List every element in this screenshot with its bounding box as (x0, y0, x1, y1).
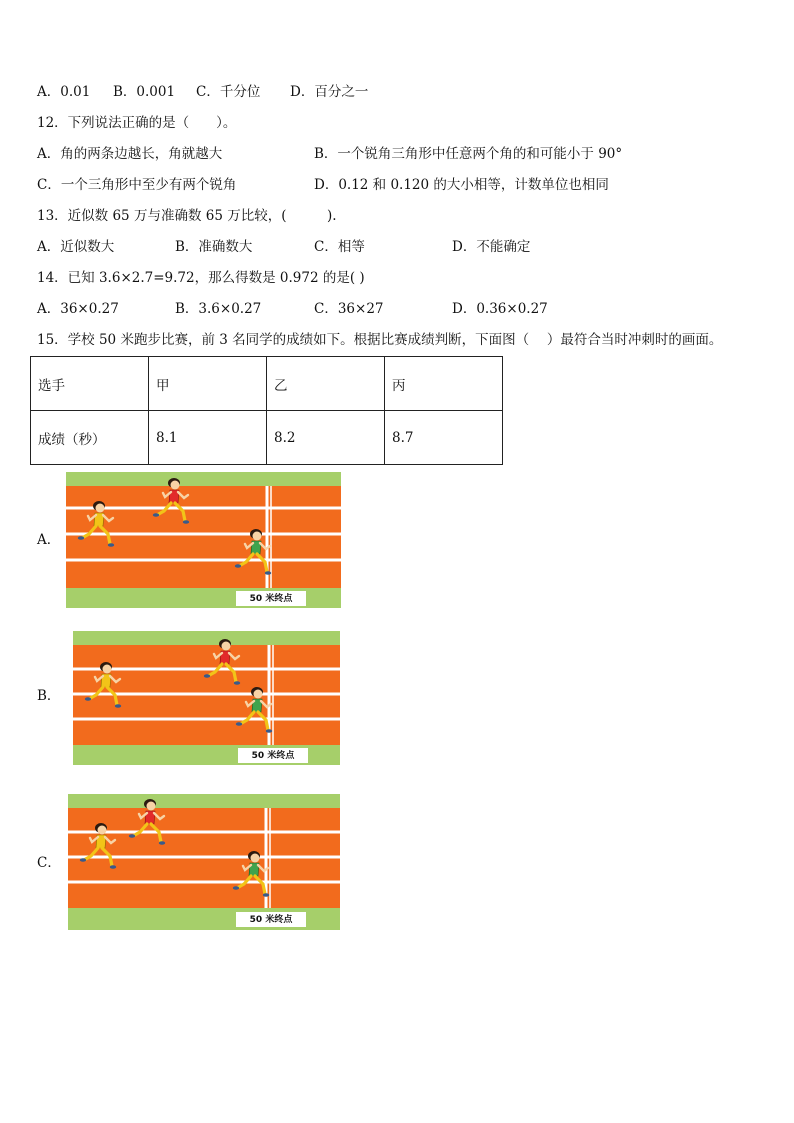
race-picture-a (66, 472, 341, 608)
q11-option-a: A．0.01 (37, 84, 91, 100)
table-header-cell: 丙 (385, 357, 503, 411)
table-cell: 成绩（秒） (31, 411, 149, 465)
picture-option-c-label: C． (37, 855, 61, 871)
q12-option-d: D．0.12 和 0.120 的大小相等，计数单位也相同 (314, 177, 609, 193)
q13-option-c: C．相等 (314, 239, 365, 255)
q14-stem: 14．已知 3.6×2.7=9.72，那么得数是 0.972 的是( ) (37, 270, 365, 286)
table-row (31, 411, 503, 465)
picture-option-a-label: A． (37, 532, 61, 548)
table-header-cell: 乙 (267, 357, 385, 411)
table-row (31, 357, 503, 411)
q13-option-b: B．准确数大 (175, 239, 253, 255)
race-picture-b (73, 631, 340, 765)
race-picture-c (68, 794, 340, 930)
q11-option-b: B．0.001 (113, 84, 176, 100)
table-cell: 8.7 (385, 411, 503, 465)
q13-stem: 13．近似数 65 万与准确数 65 万比较，( ). (37, 208, 337, 224)
q13-option-d: D．不能确定 (452, 239, 531, 255)
q12-option-b: B．一个锐角三角形中任意两个角的和可能小于 90° (314, 146, 623, 162)
q15-stem: 15．学校 50 米跑步比赛，前 3 名同学的成绩如下。根据比赛成绩判断，下面图（ ）最符合当时冲刺时的画面。 (37, 332, 723, 348)
finish-label: 50 米终点 (249, 915, 293, 925)
table-cell: 8.2 (267, 411, 385, 465)
q11-option-c: C．千分位 (196, 84, 261, 100)
q14-option-c: C．36×27 (314, 301, 384, 317)
q13-option-a: A．近似数大 (37, 239, 115, 255)
q11-option-d: D．百分之一 (290, 84, 369, 100)
q12-option-c: C．一个三角形中至少有两个锐角 (37, 177, 237, 193)
q12-stem: 12．下列说法正确的是（ ）。 (37, 115, 237, 131)
q14-option-a: A．36×0.27 (37, 301, 119, 317)
table-header-cell: 选手 (31, 357, 149, 411)
picture-option-b-label: B． (37, 688, 61, 704)
finish-label: 50 米终点 (249, 594, 293, 604)
q14-option-b: B．3.6×0.27 (175, 301, 262, 317)
q14-option-d: D．0.36×0.27 (452, 301, 548, 317)
finish-label: 50 米终点 (251, 751, 295, 761)
table-cell: 8.1 (149, 411, 267, 465)
q12-option-a: A．角的两条边越长，角就越大 (37, 146, 223, 162)
table-header-cell: 甲 (149, 357, 267, 411)
score-table (30, 356, 503, 465)
